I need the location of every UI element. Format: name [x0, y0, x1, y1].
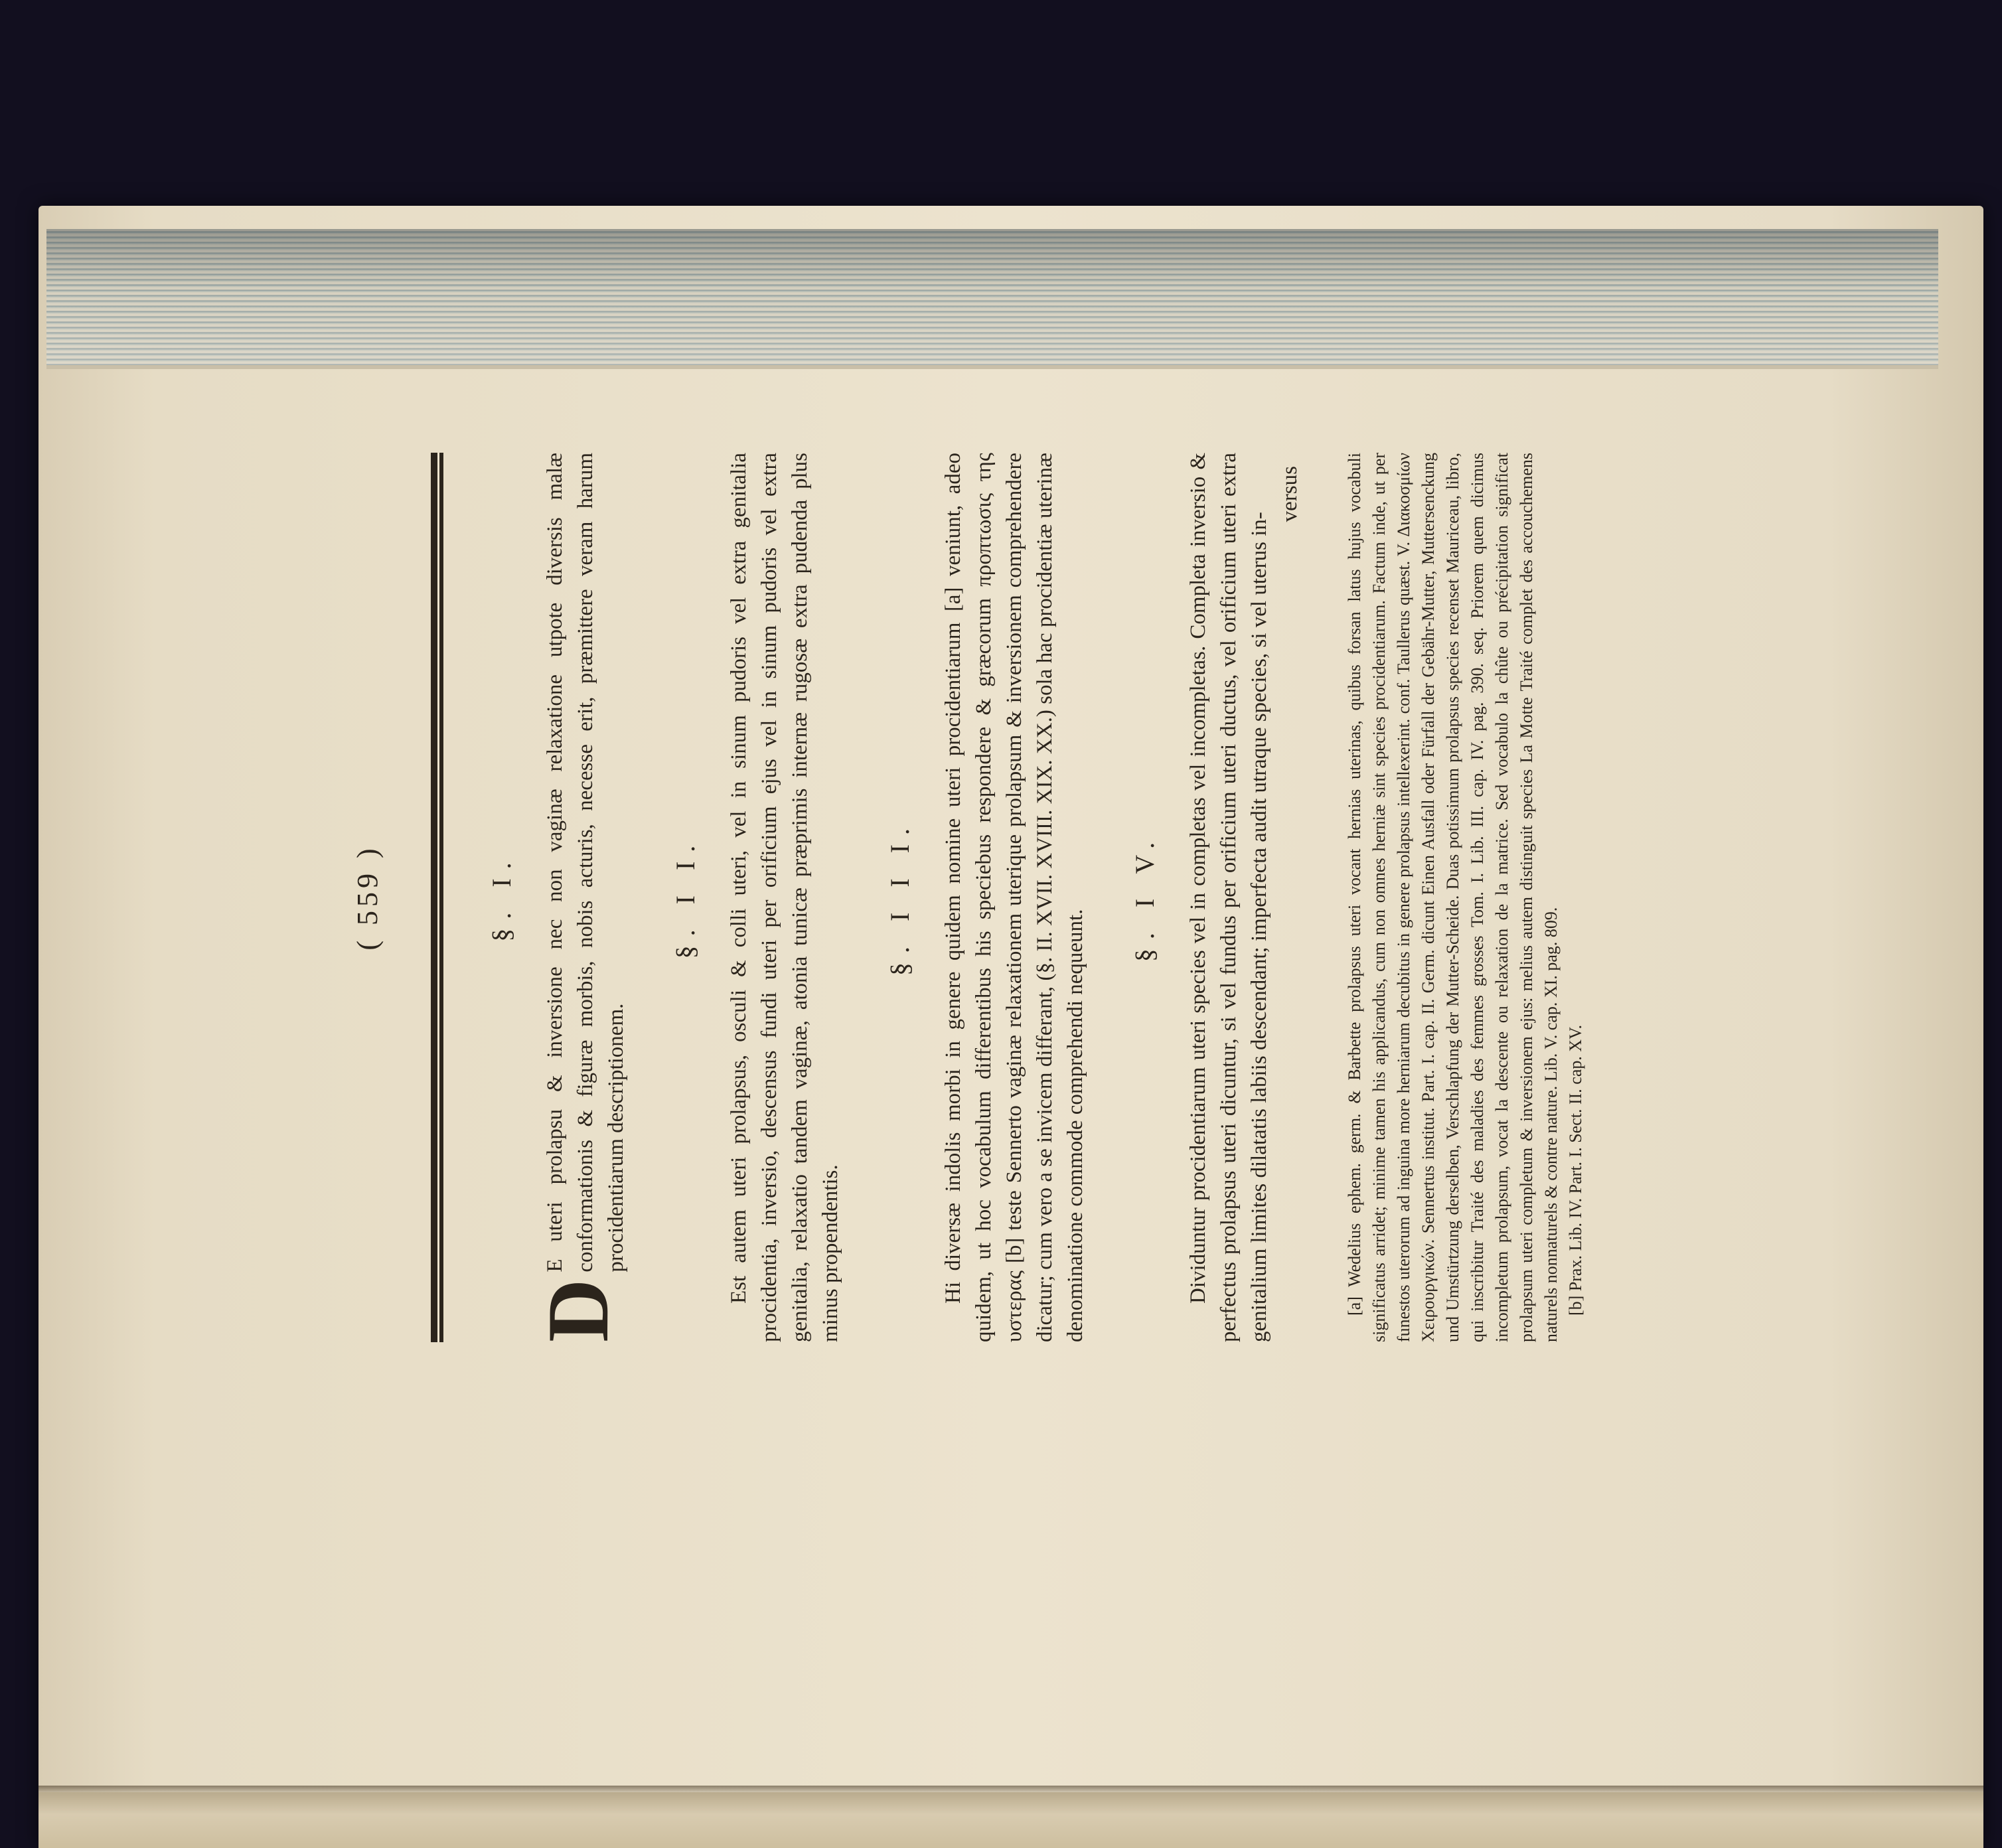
page-number: ( 559 ) — [351, 844, 384, 951]
text-column — [350, 453, 1588, 1342]
paragraph-1-text: E uteri prolapsu & inversione nec non vaginæ relaxatione utpote diversis malæ conformationis & figuræ morbis, nobis acturis, necesse erit, præmittere veram harum procidentiarum descriptionem. — [543, 453, 628, 1272]
section-heading-2: §. I I. — [670, 836, 700, 959]
facing-page-edge — [38, 1792, 1983, 1848]
section-heading-3: §. I I I. — [885, 819, 915, 976]
paragraph-3: Hi diversæ indolis morbi in genere quidem nomine uteri procidentiarum [a] veniunt, adeo quidem, ut hoc vocabulum differentibus his speciebus respondere & græcorum προπτωσις της υστερας [b] teste Sennerto vaginæ relaxationem uterique prolapsum & inversionem comprehendere dicatur; cum vero a se invicem differant, (§. II. XVII. XVIII. XIX. XX.) sola hac procidentiæ uterinæ denominatione commode comprehendi nequeunt. — [941, 453, 1087, 1342]
footnote-a: [a] Wedelius ephem. germ. & Barbette prolapsus uteri vocant hernias uterinas, quibus forsan latus hujus vocabuli significatus arridet; minime tamen his applicandus, cum non omnes herniæ sint species procidentiarum. Factum inde, ut per funestos uterorum ad inguina more herniarum decubitus in genere prolapsus intellexerint. conf. Taullerus quæst. V. Διακοσμίων Χειρουργικών. Sennertus institut. Part. I. cap. II. Germ. dicunt Einen Ausfall oder Fürfall der Gebähr-Mutter, Muttersenckung und Umstürtzung derselben, Verschlapfung der Mutter-Scheide. Duas potissimum prolapsus species recenset Mauriceau, libro, qui inscribitur Traité des maladies des femmes grosses Tom. I. Lib. III. cap. IV. pag. 390. seq. Priorem quem dicimus incompletum prolapsum, vocat la descente ou relaxation de la matrice. Sed vocabulo la chûte ou précipitation significat prolapsum uteri completum & inversionem ejus: melius autem distinguit species La Motte Traité complet des accouchemens naturels nonnaturels & contre nature. Lib. V. cap. XI. pag. 809. — [1345, 453, 1561, 1342]
drop-cap: D — [529, 1278, 627, 1342]
header-rule — [431, 453, 439, 1342]
paragraph-2: Est autem uteri prolapsus, osculi & colli uteri, vel in sinum pudoris vel extra genitalia procidentia, inversio, descensus fundi uteri per orificium ejus vel in sinum pudoris vel extra genitalia, relaxatio tandem vaginæ, atonia tunicæ præprimis internæ rugosæ extra pudenda plus minus propendentis. — [727, 453, 842, 1342]
section-heading-1: §. I. — [487, 853, 516, 942]
footnotes — [1342, 453, 1588, 1342]
page-text-block — [185, 260, 1817, 1588]
paragraph-4: Dividuntur procidentiarum uteri species vel in completas vel incompletas. Completa inversio & perfectus prolapsus uteri dicuntur, si vel fundus per orificium uteri ductus, vel orificium uteri extra genitalium limites dilatatis labiis descendant; imperfecta audit utraque species, si vel uterus in- — [1186, 453, 1271, 1342]
catchword: versus — [1278, 466, 1302, 522]
footnote-b: [b] Prax. Lib. IV. Part. I. Sect. II. cap. XV. — [1566, 1024, 1585, 1316]
paragraph-1 — [529, 453, 631, 1342]
section-heading-4: §. I V. — [1130, 832, 1160, 963]
